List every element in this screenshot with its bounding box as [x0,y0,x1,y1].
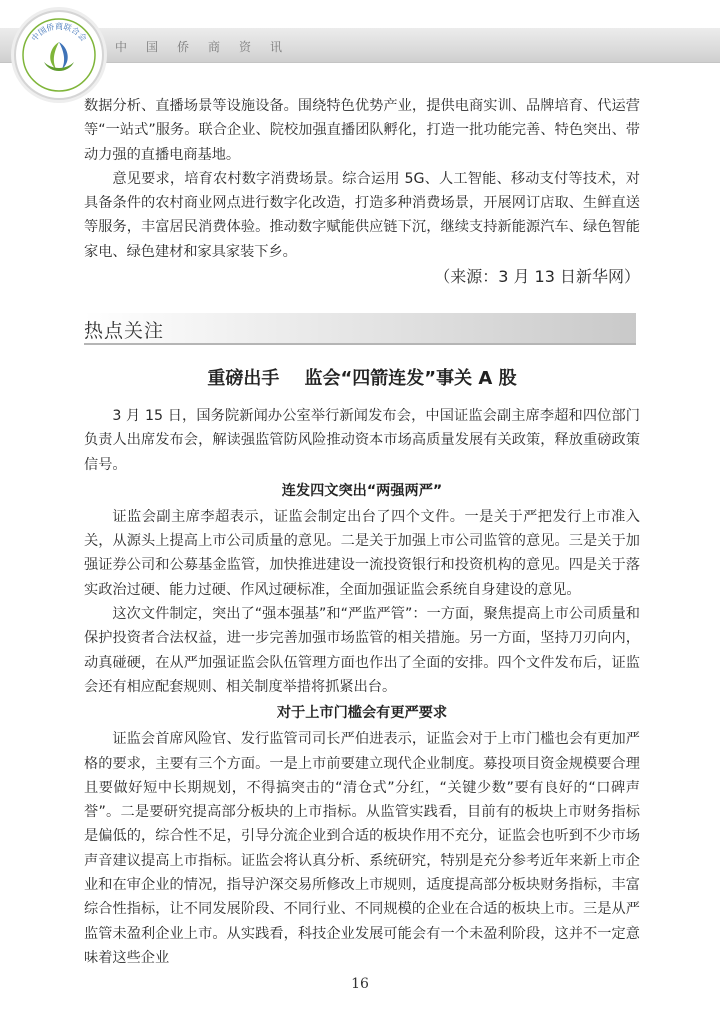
source-note: （来源：3 月 13 日新华网） [434,267,640,287]
paragraph-strong-strict: 这次文件制定，突出了“强本强基”和“严监严管”：一方面，聚焦提高上市公司质量和保护投资者合法权益，进一步完善加强市场监管的相关措施。另一方面，坚持刀刃向内，动真碰硬，在从严加强证监会队伍管理方面也作出了全面的安排。四个文件发布后，证监会还有相应配套规则、相关制度举措将抓紧出台。 [84,606,640,695]
publication-name: 中国侨商资讯 [115,40,302,54]
source-line [84,264,640,287]
top-content [84,94,640,287]
article-title: 重磅出手 监会“四箭连发”事关 A 股 [207,368,517,389]
logo-text: 中国侨商联合会 [29,21,89,44]
paragraph-listing-threshold: 证监会首席风险官、发行监管司司长严伯进表示，证监会对于上市门槛也会有更加严格的要求，主要有三个方面。一是上市前要建立现代企业制度。募投项目资金规模要合理且要做好短中长期规划，不得搞突击的“清仓式”分红，“关键少数”要有良好的“口碑声誉”。二是要研究提高部分板块的上市指标。从监管实践看，目前有的板块上市财务指标是偏低的，综合性不足，引导分流企业到合适的板块作用不充分，证监会也听到不少市场声音建议提高上市指标。证监会将认真分析、系统研究，特别是充分参考近年来新上市企业和在审企业的情况，指导沪深交易所修改上市规则，适度提高部分板块财务指标，丰富综合性指标，让不同发展阶段、不同行业、不同规模的企业在合适的板块上市。三是从严监管未盈利企业上市。从实践看，科技企业发展可能会有一个未盈利阶段，这并不一定意味着这些企业 [84,731,640,966]
header-bar [0,28,720,63]
logo [14,10,104,100]
subheading-four-documents: 连发四文突出“两强两严” [281,482,443,499]
section-header [84,313,636,345]
paragraph-four-documents: 证监会副主席李超表示，证监会制定出台了四个文件。一是关于严把发行上市准入关，从源头上提高上市公司质量的意见。二是关于加强上市公司监管的意见。三是关于加强证券公司和公募基金监管，加快推进建设一流投资银行和投资机构的意见。四是关于落实政治过硬、能力过硬、作风过硬标准，全面加强证监会系统自身建设的意见。 [84,508,640,598]
paragraph-continuation: 数据分析、直播场景等设施设备。围绕特色优势产业，提供电商实训、品牌培育、代运营等“一站式”服务。联合企业、院校加强直播团队孵化，打造一批功能完善、特色突出、带动力强的直播电商基地。 [84,98,640,163]
article-body [84,404,640,970]
logo-emblem-icon [16,12,102,98]
article-intro: 3 月 15 日，国务院新闻办公室举行新闻发布会，中国证监会副主席李超和四位部门负责人出席发布会，解读强监管防风险推动资本市场高质量发展有关政策，释放重磅政策信号。 [84,408,640,473]
page-number: 16 [351,976,369,992]
subheading-listing-threshold: 对于上市门槛会有更严要求 [276,705,448,722]
section-title: 热点关注 [84,320,165,342]
paragraph-rural-consumption: 意见要求，培育农村数字消费场景。综合运用 5G、人工智能、移动支付等技术，对具备条件的农村商业网点进行数字化改造，打造多种消费场景，开展网订店取、生鲜直送等服务，丰富居民消费体验。推动数字赋能供应链下沉，继续支持新能源汽车、绿色智能家电、绿色建材和家具家装下乡。 [84,170,640,260]
